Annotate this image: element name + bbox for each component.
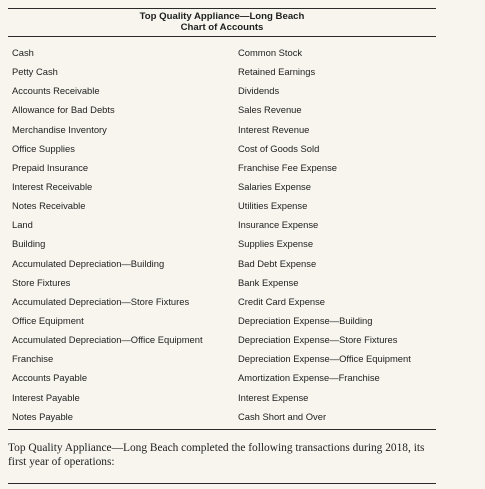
account-item: Depreciation Expense—Office Equipment — [238, 353, 411, 365]
account-item: Accumulated Depreciation—Building — [12, 257, 165, 269]
account-item: Cash — [12, 47, 34, 58]
account-item: Dividends — [238, 85, 280, 97]
account-item: Building — [12, 238, 46, 250]
account-item: Bank Expense — [238, 276, 299, 288]
account-item: Office Supplies — [12, 142, 75, 154]
account-item: Supplies Expense — [238, 238, 314, 250]
account-item: Interest Receivable — [12, 180, 93, 192]
account-item: Store Fixtures — [12, 276, 71, 288]
account-item: Accounts Receivable — [12, 85, 100, 97]
account-item: Credit Card Expense — [238, 295, 326, 307]
account-item: Accumulated Depreciation—Store Fixtures — [12, 295, 190, 307]
account-item: Notes Receivable — [12, 200, 86, 212]
account-item: Franchise Fee Expense — [238, 161, 338, 173]
account-item: Accumulated Depreciation—Office Equipment — [12, 334, 203, 346]
account-item: Allowance for Bad Debts — [12, 104, 115, 116]
account-item: Cash Short and Over — [238, 410, 327, 422]
account-item: Utilities Expense — [238, 200, 308, 212]
table-subtitle: Chart of Accounts — [180, 22, 264, 33]
end-rule — [8, 483, 436, 484]
account-item: Interest Payable — [12, 391, 80, 403]
account-item: Depreciation Expense—Store Fixtures — [238, 334, 398, 346]
account-item: Sales Revenue — [238, 104, 302, 116]
table-bottom-rule — [8, 429, 436, 430]
accounts-right-column — [238, 44, 411, 427]
account-item: Office Equipment — [12, 314, 84, 326]
account-item: Insurance Expense — [238, 219, 319, 231]
account-item: Franchise — [12, 353, 54, 365]
account-item: Interest Expense — [238, 391, 309, 403]
account-item: Retained Earnings — [238, 66, 316, 78]
account-item: Amortization Expense—Franchise — [238, 372, 380, 384]
account-item: Petty Cash — [12, 66, 58, 78]
account-item: Depreciation Expense—Building — [238, 314, 373, 326]
account-item: Accounts Payable — [12, 372, 88, 384]
header-rule — [8, 36, 436, 37]
account-item: Cost of Goods Sold — [238, 142, 320, 154]
narrative-paragraph: Top Quality Appliance—Long Beach completed the following transactions during 2018, its first year of operations: — [8, 442, 425, 468]
account-item: Salaries Expense — [238, 180, 311, 192]
account-item: Interest Revenue — [238, 123, 310, 135]
table-header — [8, 11, 436, 33]
company-title: Top Quality Appliance—Long Beach — [139, 11, 305, 22]
account-item: Merchandise Inventory — [12, 123, 107, 135]
account-item: Bad Debt Expense — [238, 257, 317, 269]
account-item: Land — [12, 219, 33, 231]
account-item: Prepaid Insurance — [12, 161, 89, 173]
accounts-left-column — [12, 44, 203, 427]
account-item: Notes Payable — [12, 410, 73, 422]
table-top-rule — [8, 8, 436, 9]
account-item: Common Stock — [238, 47, 303, 58]
